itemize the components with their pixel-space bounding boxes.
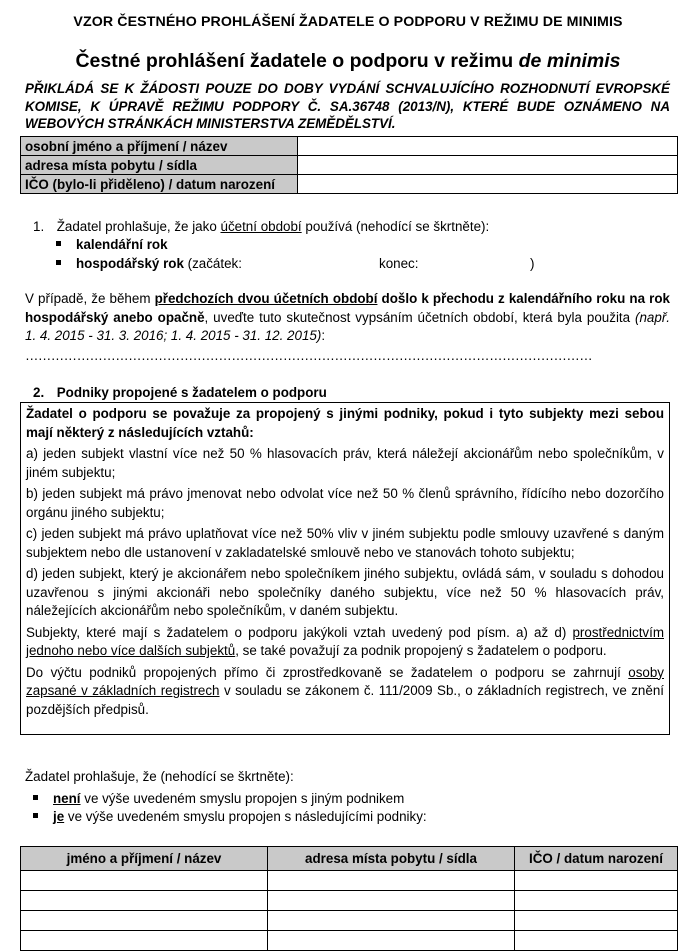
section2-number: 2. [33,385,45,400]
col-header-ico: IČO / datum narození [515,847,678,871]
option-linked-rest: ve výše uvedeném smyslu propojen s následujícími podniky: [64,809,427,824]
option-fiscal-year-close: ) [530,256,535,271]
box-item-c: c) jeden subjekt má právo uplatňovat více než 50% vliv v jiném subjektu podle smlouvy uzavřené s daným subjektem nebo dle ustanovení v zakladatelské smlouvě nebo ve stanovách tohoto subjektu; [26,526,664,560]
table-cell[interactable] [515,871,678,891]
table-header-row [21,847,678,871]
table-cell[interactable] [268,931,515,951]
declaration-title-italic: de minimis [518,50,621,72]
declaration-title-main: Čestné prohlášení žadatele o podporu v režimu [75,50,519,72]
option-linked-key: je [53,809,65,824]
table-row [21,156,678,175]
option-calendar-year-label: kalendářní rok [76,237,168,252]
section1-change-c: , uveďte tuto skutečnost vypsáním účetních období, která byla použita [204,309,636,325]
bullet-square-icon [33,795,38,800]
box-registry-b: v souladu se zákonem č. 111/2009 Sb., o základních registrech, ve znění pozdějších předpisů. [26,683,664,717]
table-cell[interactable] [268,871,515,891]
section1-change-example: (např. 1. 4. 2015 - 31. 3. 2016; 1. 4. 2015 - 31. 12. 2015) [25,309,670,343]
applicant-ico-field[interactable] [298,175,678,194]
section1-intro-link: účetní období [220,219,302,234]
box-subjects-b: , se také považují za podnik propojený s žadatelem o podporu. [235,643,607,658]
declaration-title [0,50,696,73]
applicant-table [20,136,678,194]
section1-change-colon: : [321,328,326,343]
linked-enterprises-table [20,846,678,951]
section1-change-a: V případě, že během [25,291,155,306]
box-item-a: a) jeden subjekt vlastní více než 50 % hlasovacích práv, která náležejí akcionářům nebo společníkům, v jiném subjektu; [26,446,664,480]
option-not-linked[interactable] [33,790,653,809]
table-cell[interactable] [21,871,268,891]
table-cell[interactable] [515,891,678,911]
option-fiscal-year-start: (začátek: [183,256,242,271]
box-subjects-link: prostřednictvím jednoho nebo více dalších subjektů [26,624,664,658]
box-item-d: d) jeden subjekt, který je akcionářem nebo společníkem jiného subjektu, ovládá sám, v souladu s dohodou uzavřenou s jinými akcionáři nebo společníky daného subjektu, více než 50 % hlasovacích práv, náležejících akcionářům nebo společníkům, v daném subjektu. [26,566,664,618]
col-header-address: adresa místa pobytu / sídla [268,847,515,871]
applicant-name-field[interactable] [298,137,678,156]
notice-text: PŘIKLÁDÁ SE K ŽÁDOSTI POUZE DO DOBY VYDÁNÍ SCHVALUJÍCÍHO ROZHODNUTÍ EVROPSKÉ KOMISE, K ÚPRAVĚ REŽIMU PODPORY Č. SA.36748 (2013/N), KTERÉ BUDE OZNÁMENO NA WEBOVÝCH STRÁNKÁCH MINISTERSTVA ZEMĚDĚLSTVÍ. [25,81,670,131]
box-registry-link: osoby zapsané v základních registrech [26,664,664,698]
table-cell[interactable] [268,891,515,911]
col-header-name: jméno a příjmení / název [21,847,268,871]
section2-heading [33,384,681,403]
section2-title: Podniky propojené s žadatelem o podporu [56,385,327,400]
option-not-linked-key: není [53,791,81,806]
template-title: VZOR ČESTNÉHO PROHLÁŠENÍ ŽADATELE O PODPORU V REŽIMU DE MINIMIS [73,14,623,30]
box-subjects-text [26,624,664,661]
option-fiscal-year-end: konec: [379,256,419,271]
table-row [21,891,678,911]
section2-declare: Žadatel prohlašuje, že (nehodící se škrtněte): [25,769,294,784]
table-row [21,911,678,931]
table-cell[interactable] [21,911,268,931]
bullet-square-icon [56,260,61,265]
table-row [21,871,678,891]
box-item-b: b) jeden subjekt má právo jmenovat nebo odvolat více než 50 % členů správního, řídícího nebo dozorčího orgánu jiného subjektu; [26,486,664,520]
table-cell[interactable] [515,911,678,931]
bullet-square-icon [56,241,61,246]
section1-change-text [25,290,670,346]
section1-number: 1. [33,219,45,234]
section1-change-link: předchozích dvou účetních období [154,291,378,306]
box-registry-text [26,664,664,720]
table-row [21,137,678,156]
table-row [21,175,678,194]
applicant-address-label: adresa místa pobytu / sídla [21,156,298,175]
applicant-name-label: osobní jméno a příjmení / název [21,137,298,156]
option-fiscal-year-label: hospodářský rok [76,256,184,271]
section1-change-b: došlo k přechodu z kalendářního roku na rok hospodářský anebo opačně [25,291,670,325]
periods-fill-line[interactable]: …………………………………………………………………………………………………………………… [25,348,593,363]
table-cell[interactable] [268,911,515,931]
option-not-linked-rest: ve výše uvedeném smyslu propojen s jiným podnikem [80,791,405,806]
applicant-ico-label: IČO (bylo-li přiděleno) / datum narození [21,175,298,194]
table-cell[interactable] [515,931,678,951]
section1-intro-a: Žadatel prohlašuje, že jako [56,219,221,234]
linked-enterprises-definition-box [20,402,670,735]
section1-intro [33,218,681,237]
table-row [21,931,678,951]
bullet-square-icon [33,813,38,818]
box-registry-a: Do výčtu podniků propojených přímo či zprostředkovaně se žadatelem o podporu se zahrnují [26,664,629,680]
box-subjects-a: Subjekty, které mají s žadatelem o podporu jakýkoli vztah uvedený pod písm. a) až d) [26,624,573,640]
option-linked[interactable] [33,808,653,827]
section1-intro-b: používá (nehodící se škrtněte): [301,219,490,234]
table-cell[interactable] [21,891,268,911]
option-calendar-year[interactable] [56,236,656,255]
applicant-address-field[interactable] [298,156,678,175]
option-fiscal-year[interactable] [56,255,656,274]
box-intro: Žadatel o podporu se považuje za propojený s jinými podniky, pokud i tyto subjekty mezi sebou mají některý z následujících vztahů: [26,406,664,440]
table-cell[interactable] [21,931,268,951]
